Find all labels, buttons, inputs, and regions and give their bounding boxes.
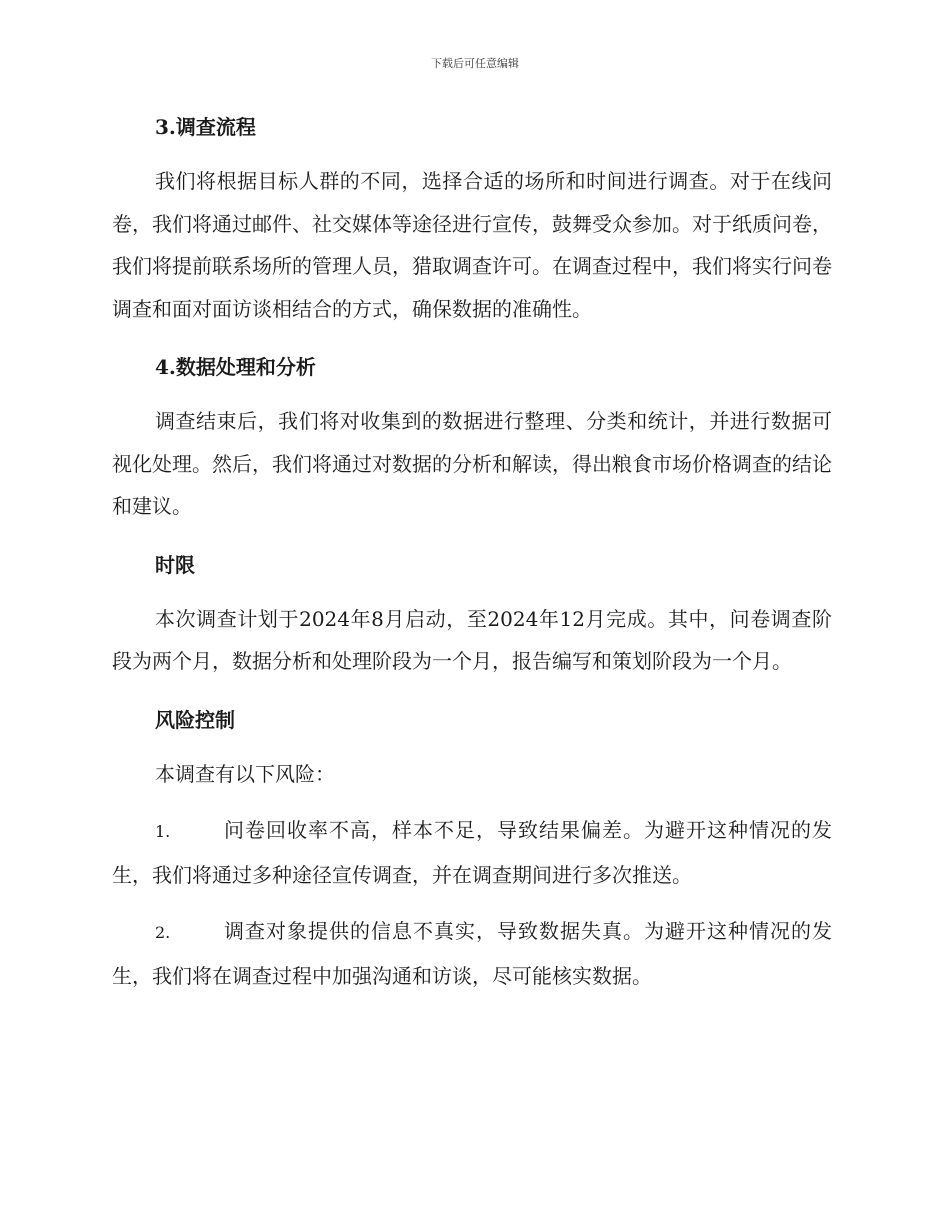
list-item	[112, 809, 832, 896]
section-paragraph: 本调查有以下风险：	[155, 761, 335, 786]
section-timeline	[112, 546, 832, 683]
page-header: 下载后可任意编辑	[431, 57, 519, 70]
section-heading: 3.调查流程	[155, 115, 256, 139]
section-data-processing	[112, 348, 832, 528]
section-paragraph: 本次调查计划于2024年8月启动，至2024年12月完成。其中，问卷调查阶段为两个月，数据分析和处理阶段为一个月，报告编写和策划阶段为一个月。	[112, 606, 832, 673]
section-heading: 4.数据处理和分析	[155, 355, 316, 379]
list-text: 调查对象提供的信息不真实，导致数据失真。为避开这种情况的发生，我们将在调查过程中加强沟通和访谈，尽可能核实数据。	[112, 919, 832, 988]
section-risk-control	[112, 701, 832, 998]
section-heading: 风险控制	[155, 707, 235, 732]
section-paragraph: 调查结束后，我们将对收集到的数据进行整理、分类和统计，并进行数据可视化处理。然后，我们将通过对数据的分析和解读，得出粮食市场价格调查的结论和建议。	[112, 409, 832, 518]
document-body	[112, 108, 832, 997]
list-number: 2.	[155, 923, 171, 942]
list-text: 问卷回收率不高，样本不足，导致结果偏差。为避开这种情况的发生，我们将通过多种途径宣传调查，并在调查期间进行多次推送。	[112, 818, 832, 887]
list-number: 1.	[155, 822, 171, 841]
list-item	[112, 910, 832, 997]
section-survey-process	[112, 108, 832, 330]
section-heading: 时限	[155, 552, 195, 577]
section-paragraph: 我们将根据目标人群的不同，选择合适的场所和时间进行调查。对于在线问卷，我们将通过邮件、社交媒体等途径进行宣传，鼓舞受众参加。对于纸质问卷，我们将提前联系场所的管理人员，猎取调查许可。在调查过程中，我们将实行问卷调查和面对面访谈相结合的方式，确保数据的准确性。	[112, 169, 832, 321]
